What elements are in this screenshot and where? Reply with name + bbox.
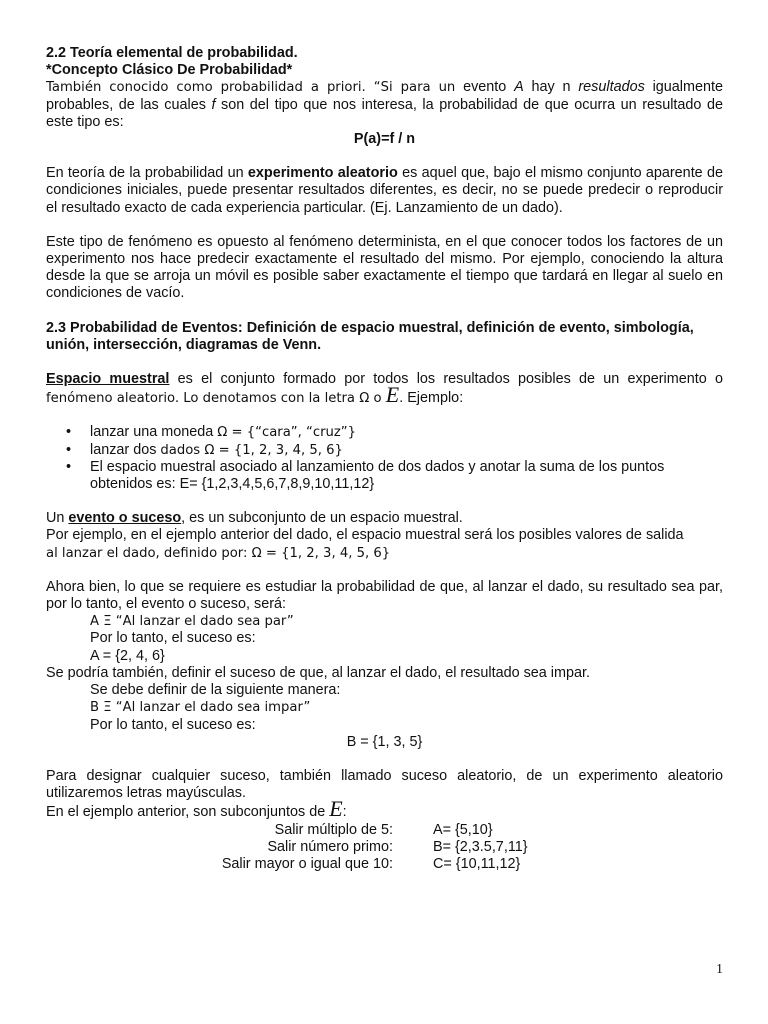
text-segment: dados Ω = {1, 2, 3, 4, 5, 6} bbox=[160, 442, 343, 458]
text-segment: evento bbox=[455, 79, 515, 96]
text-segment: es aquel que, bajo el mismo conjunto aparente de condiciones iniciales, puede presentar resultados diferentes, es decir, no se puede predecir o reproducir el resultado exacto de cada experiencia particular. (Ej. Lanzamiento de un dado). bbox=[46, 165, 724, 216]
text-segment: , es un subconjunto de un espacio muestral. bbox=[181, 510, 463, 527]
symbol-E: E bbox=[329, 796, 343, 822]
text-segment: fenómeno aleatorio. Lo denotamos con la letra Ω o bbox=[46, 391, 386, 407]
event-A-definition: A Ξ “Al lanzar el dado sea par” bbox=[90, 614, 294, 630]
text-segment: : bbox=[342, 804, 347, 821]
subset-value: B= {2,3.5,7,11} bbox=[433, 838, 528, 855]
subset-row bbox=[46, 839, 723, 856]
subset-value: C= {10,11,12} bbox=[433, 855, 521, 872]
paragraph-experimento-aleatorio bbox=[46, 165, 723, 217]
text-segment: Ω = {“cara”, “cruz”} bbox=[217, 425, 357, 441]
subset-label: Salir múltiplo de 5: bbox=[274, 821, 393, 838]
text-segment: También conocido como probabilidad a priori. “Si para un bbox=[46, 80, 456, 96]
event-A-label: Por lo tanto, el suceso es: bbox=[90, 630, 256, 647]
formula: P(a)=f / n bbox=[353, 131, 416, 148]
symbol-E: E bbox=[385, 382, 400, 408]
example-list bbox=[46, 424, 723, 493]
text-segment: En teoría de la probabilidad un bbox=[46, 165, 248, 182]
text-segment: lanzar dos bbox=[90, 441, 161, 458]
list-item bbox=[46, 459, 723, 493]
paragraph-evento-omega: al lanzar el dado, definido por: Ω = {1, 2, 3, 4, 5, 6} bbox=[46, 545, 391, 561]
paragraph-definicion-clasica bbox=[46, 79, 723, 131]
term-evento-suceso: evento o suceso bbox=[68, 510, 182, 527]
term-experimento-aleatorio: experimento aleatorio bbox=[247, 165, 398, 182]
paragraph-evento bbox=[46, 510, 723, 527]
event-A-set: A = {2, 4, 6} bbox=[90, 647, 165, 664]
event-B-intro: Se debe definir de la siguiente manera: bbox=[90, 682, 341, 699]
subset-value: A= {5,10} bbox=[433, 821, 493, 838]
section-heading-2-2: 2.2 Teoría elemental de probabilidad. bbox=[46, 45, 298, 61]
event-B-definition: B Ξ “Al lanzar el dado sea impar” bbox=[90, 700, 311, 716]
text-segment: A bbox=[514, 79, 524, 96]
text-segment: lanzar una moneda bbox=[90, 424, 218, 441]
text-segment: son del tipo que nos interesa, la probabilidad de que ocurra un resultado de este tipo es: bbox=[46, 96, 724, 130]
event-B-set: B = {1, 3, 5} bbox=[346, 733, 423, 750]
subheading-concepto-clasico: *Concepto Clásico De Probabilidad* bbox=[46, 62, 293, 79]
text-segment: El espacio muestral asociado al lanzamiento de dos dados y anotar la suma de los puntos obtenidos es: E= {1,2,3,4,5,6,7,8,9,10,11,12} bbox=[90, 458, 665, 493]
paragraph-designar: Para designar cualquier suceso, también llamado suceso aleatorio, de un experimento aleatorio utilizaremos letras mayúsculas. bbox=[46, 767, 723, 802]
document-page bbox=[46, 45, 723, 873]
list-item bbox=[46, 424, 723, 441]
subset-label: Salir mayor o igual que 10: bbox=[221, 855, 393, 872]
text-segment: resultados bbox=[578, 79, 645, 96]
section-heading-2-3: 2.3 Probabilidad de Eventos: Definición de espacio muestral, definición de evento, simbología, unión, intersección, diagramas de Venn. bbox=[46, 319, 694, 353]
subset-row bbox=[46, 856, 723, 873]
paragraph-impar: Se podría también, definir el suceso de que, al lanzar el dado, el resultado sea impar. bbox=[46, 664, 590, 681]
event-B-label: Por lo tanto, el suceso es: bbox=[90, 716, 256, 733]
text-segment: igualmente probables, de las cuales bbox=[46, 79, 723, 113]
text-segment: En el ejemplo anterior, son subconjuntos de bbox=[46, 804, 330, 821]
paragraph-determinista: Este tipo de fenómeno es opuesto al fenómeno determinista, en el que conocer todos los factores de un experimento nos hace predecir exactamente el resultado del mismo. Por ejemplo, conociendo la altura desde la que se arroja un móvil es posible saber exactamente el tiempo que tardará en llegar al suelo en condiciones de vacío. bbox=[46, 233, 723, 302]
paragraph-espacio-muestral bbox=[46, 371, 723, 407]
text-segment: f bbox=[211, 96, 216, 113]
term-espacio-muestral: Espacio muestral bbox=[46, 371, 170, 388]
text-segment: . Ejemplo: bbox=[399, 390, 464, 407]
text-segment: hay n bbox=[523, 79, 579, 96]
subset-label: Salir número primo: bbox=[267, 838, 393, 855]
list-item bbox=[46, 442, 723, 459]
subset-row bbox=[46, 822, 723, 839]
paragraph-evento-ejemplo: Por ejemplo, en el ejemplo anterior del dado, el espacio muestral será los posibles valores de salida bbox=[46, 527, 684, 544]
paragraph-subconjuntos bbox=[46, 796, 723, 822]
text-segment: es el conjunto formado por todos los resultados posibles de un experimento o bbox=[169, 371, 723, 388]
page-number: 1 bbox=[716, 962, 723, 977]
text-segment: Un bbox=[46, 510, 69, 527]
paragraph-ahora-bien: Ahora bien, lo que se requiere es estudiar la probabilidad de que, al lanzar el dado, su resultado sea par, por lo tanto, el evento o suceso, será: bbox=[46, 578, 723, 613]
